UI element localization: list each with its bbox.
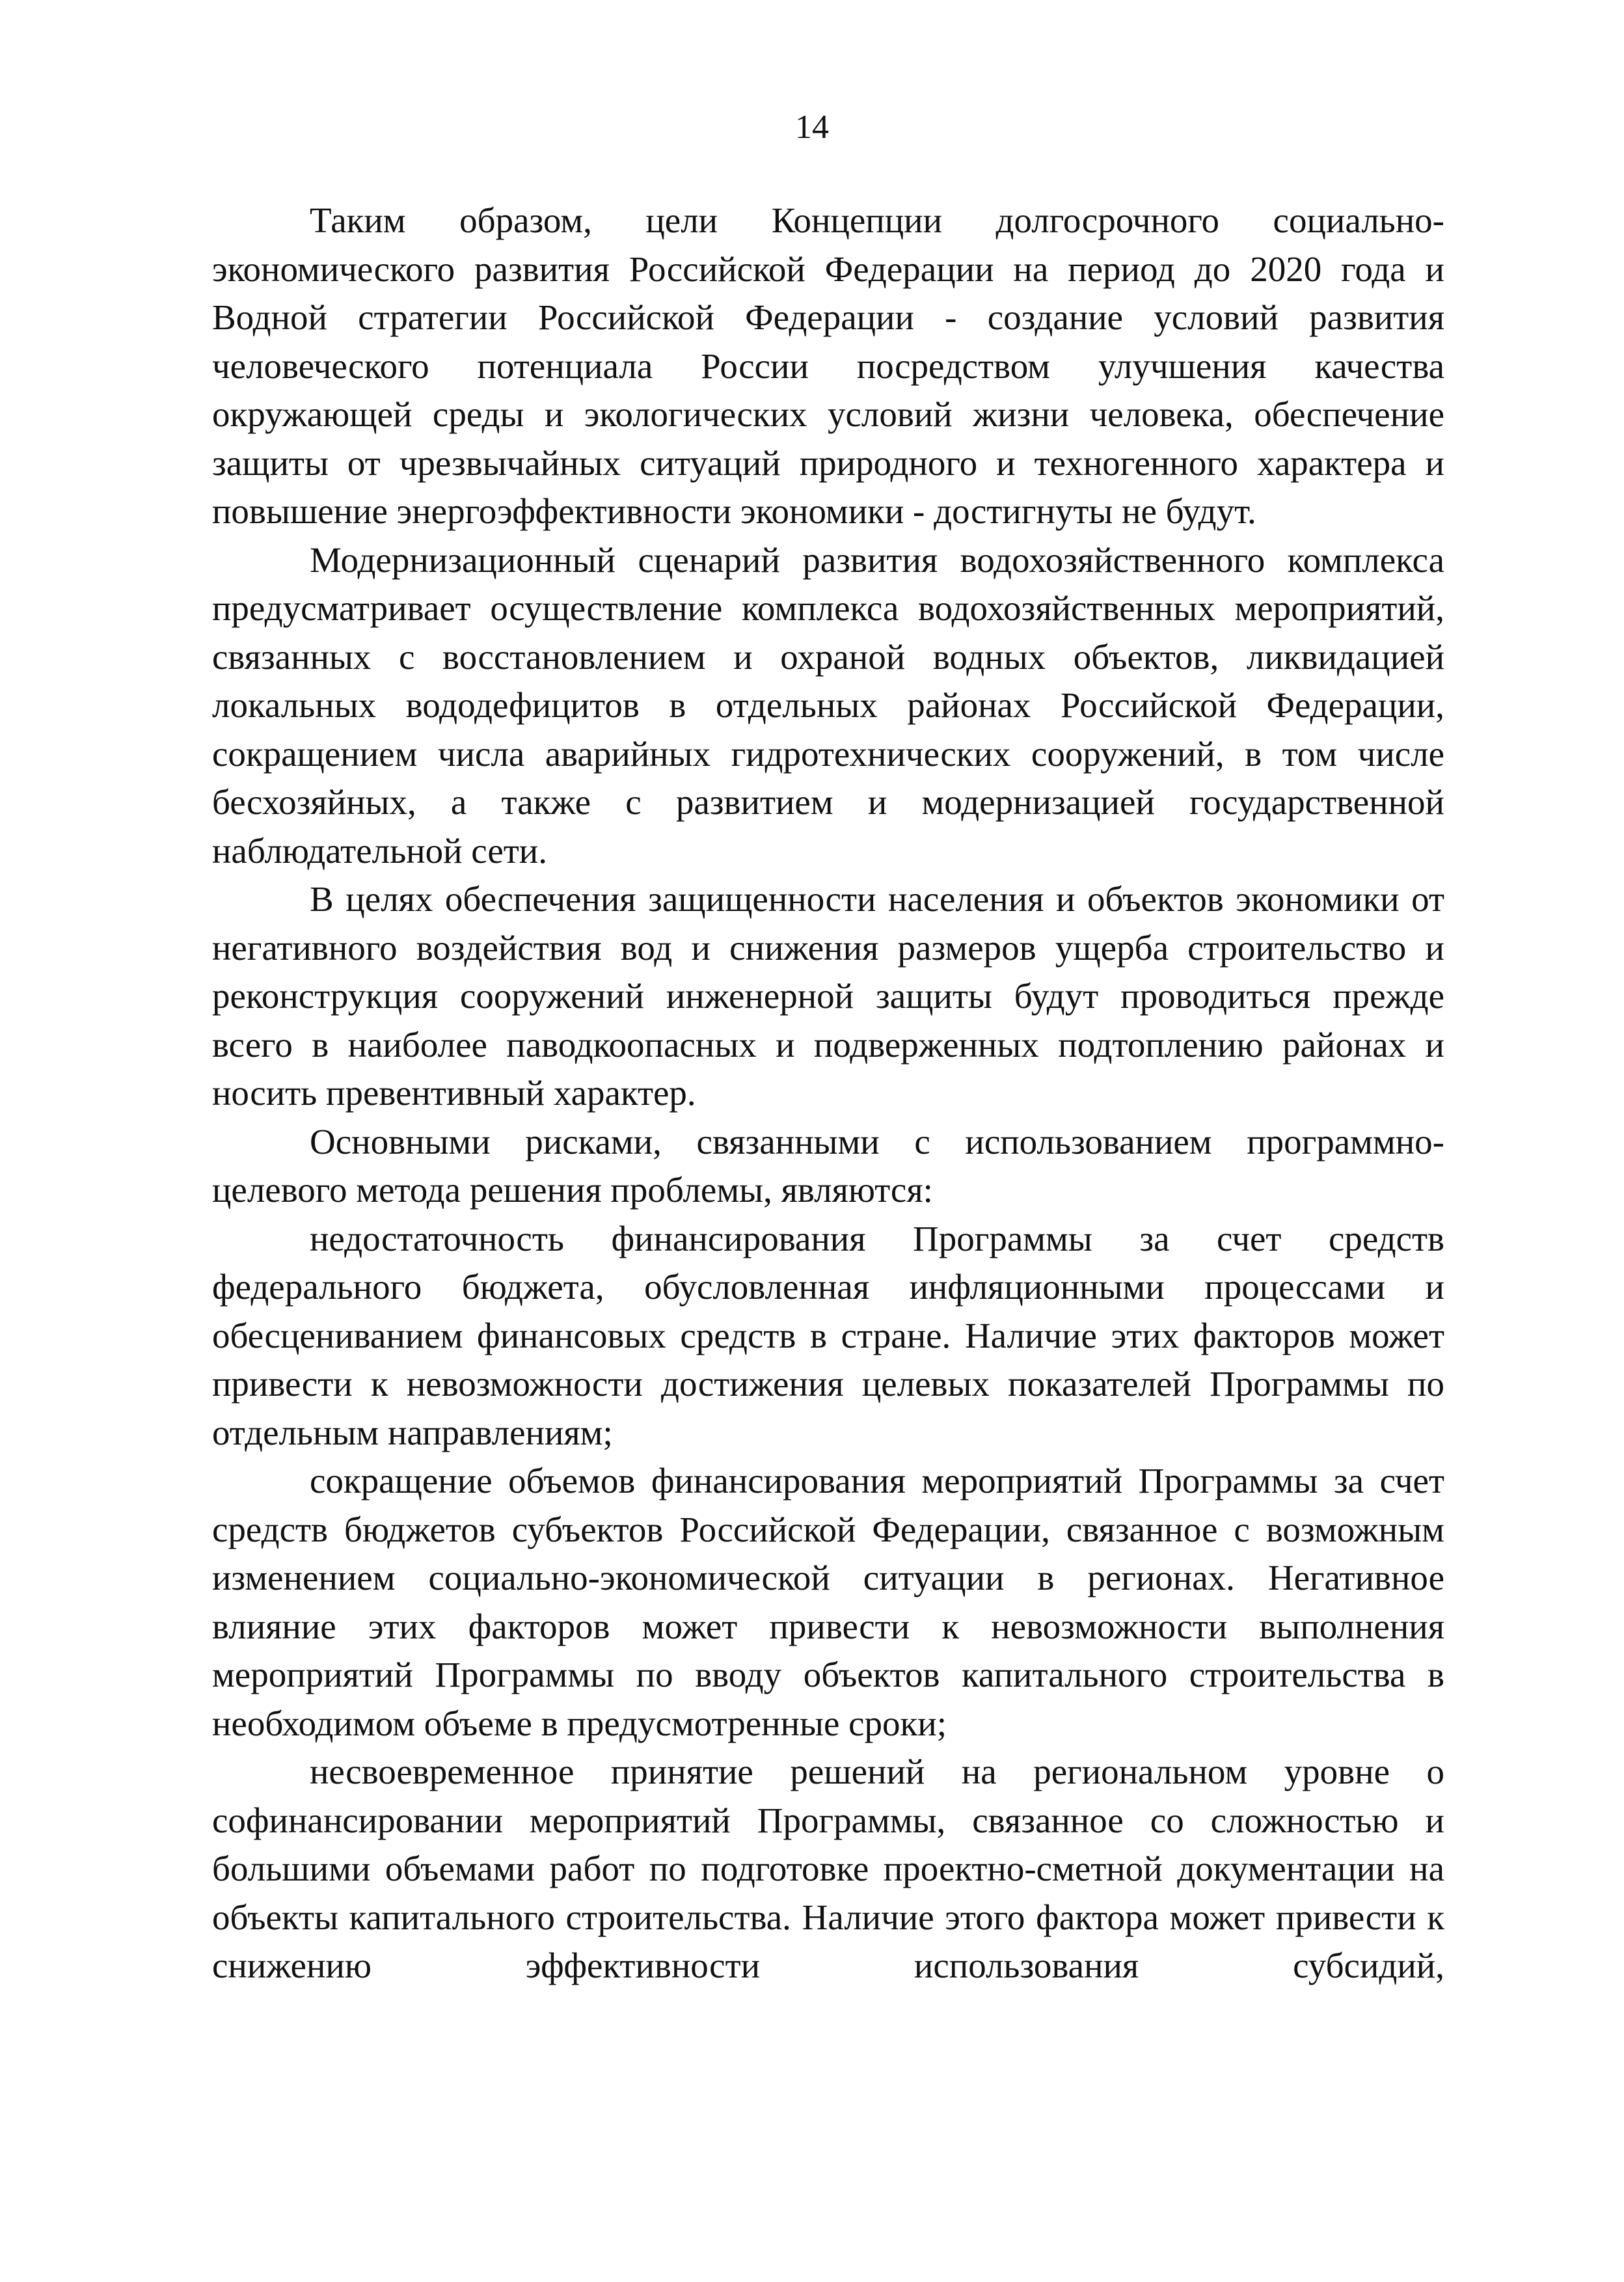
paragraph-modernization-scenario: Модернизационный сценарий развития водохозяйственного комплекса предусматривает осуществление комплекса водохозяйственных мероприятий, связанных с восстановлением и охраной водных объектов, ликвидацией локальных вододефицитов в отдельных районах Российской Федерации, сокращением числа аварийных гидротехнических сооружений, в том числе бесхозяйных, а также с развитием и модернизацией государственной наблюдательной сети. [212, 539, 1444, 871]
page-number: 14 [795, 109, 829, 146]
paragraph-protection-measures: В целях обеспечения защищенности населения и объектов экономики от негативного воздействия вод и снижения размеров ущерба строительство и реконструкция сооружений инженерной защиты будут проводиться прежде всего в наиболее паводкоопасных и подверженных подтоплению районах и носить превентивный характер. [212, 879, 1444, 1113]
paragraph-risk-regional-funding: сокращение объемов финансирования мероприятий Программы за счет средств бюджетов субъектов Российской Федерации, связанное с возможным изменением социально-экономической ситуации в регионах. Негативное влияние этих факторов может привести к невозможности выполнения мероприятий Программы по вводу объектов капитального строительства в необходимом объеме в предусмотренные сроки; [212, 1461, 1444, 1743]
paragraph-goals-not-achieved: Таким образом, цели Концепции долгосрочного социально-экономического развития Российской Федерации на период до 2020 года и Водной стратегии Российской Федерации - создание условий развития человеческого потенциала России посредством улучшения качества окружающей среды и экологических условий жизни человека, обеспечение защиты от чрезвычайных ситуаций природного и техногенного характера и повышение энергоэффективности экономики - достигнуты не будут. [212, 200, 1444, 531]
paragraph-main-risks: Основными рисками, связанными с использованием программно-целевого метода решения проблемы, являются: [212, 1121, 1444, 1210]
paragraph-risk-untimely-decisions: несвоевременное принятие решений на региональном уровне о софинансировании мероприятий Программы, связанное со сложностью и большими объемами работ по подготовке проектно-сметной документации на объекты капитального строительства. Наличие этого фактора может привести к снижению эффективности использования субсидий, [212, 1752, 1444, 1985]
paragraph-risk-federal-funding: недостаточность финансирования Программы за счет средств федерального бюджета, обусловленная инфляционными процессами и обесцениванием финансовых средств в стране. Наличие этих факторов может привести к невозможности достижения целевых показателей Программы по отдельным направлениям; [212, 1218, 1444, 1452]
document-body [212, 197, 1444, 1990]
